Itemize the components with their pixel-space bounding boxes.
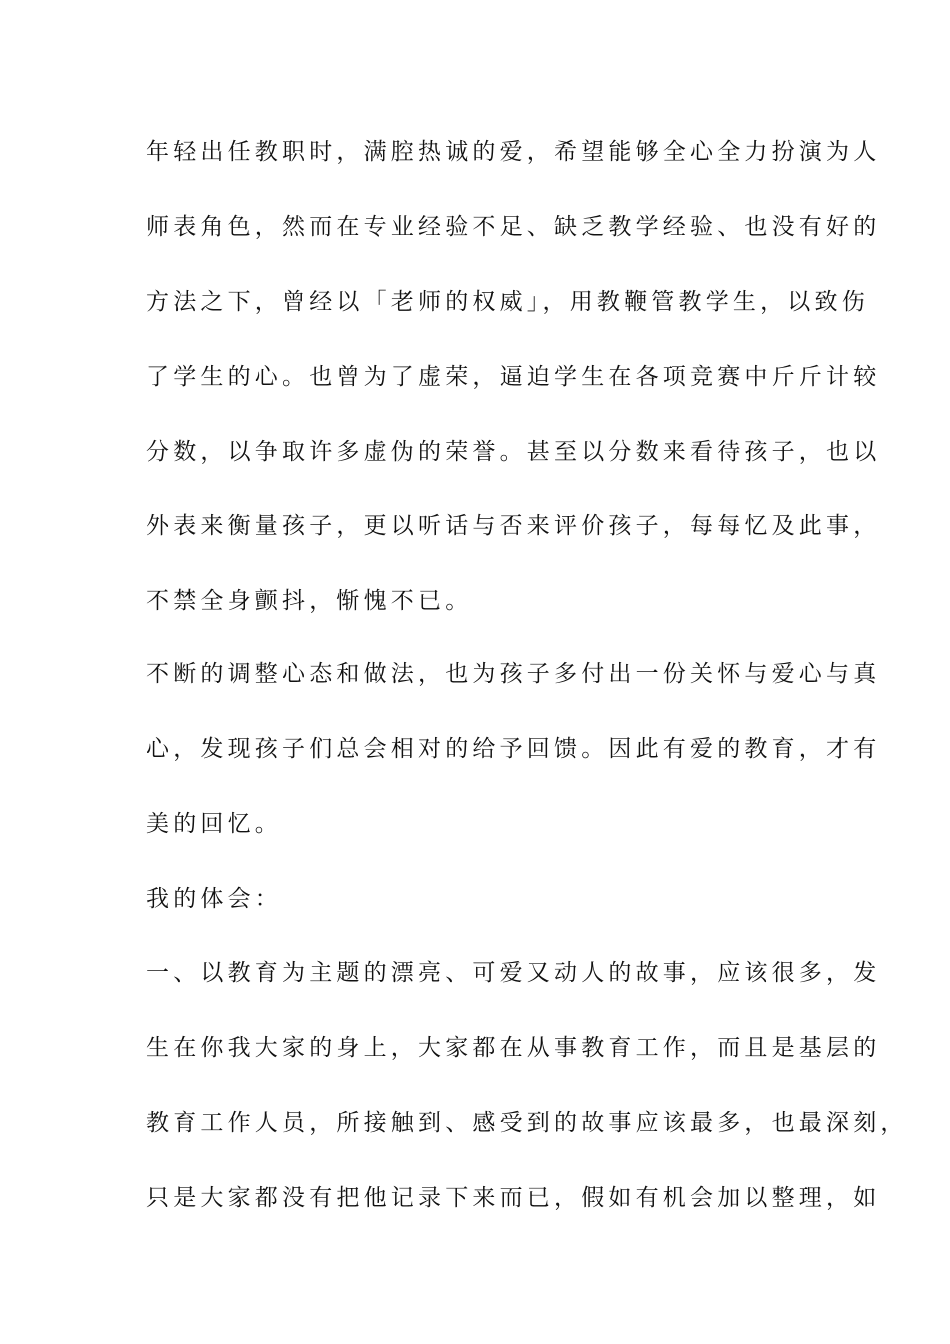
- text-line: 不禁全身颤抖，惭愧不已。: [146, 588, 473, 614]
- text-line: 心，发现孩子们总会相对的给予回馈。因此有爱的教育，才有: [146, 736, 881, 762]
- text-line: 了学生的心。也曾为了虚荣，逼迫学生在各项竞赛中斤斤计较: [146, 364, 881, 390]
- text-line: 不断的调整心态和做法，也为孩子多付出一份关怀与爱心与真: [146, 661, 881, 687]
- text-line: 方法之下，曾经以「老师的权威」，用教鞭管教学生，以致伤: [146, 289, 869, 315]
- section-heading: 我的体会：: [146, 886, 282, 912]
- text-line: 师表角色，然而在专业经验不足、缺乏教学经验、也没有好的: [146, 214, 881, 240]
- text-line: 年轻出任教职时，满腔热诚的爱，希望能够全心全力扮演为人: [146, 139, 881, 165]
- text-line: 教育工作人员，所接触到、感受到的故事应该最多，也最深刻，: [146, 1110, 908, 1136]
- text-line: 一、以教育为主题的漂亮、可爱又动人的故事，应该很多，发: [146, 960, 881, 986]
- text-line: 只是大家都没有把他记录下来而已，假如有机会加以整理，如: [146, 1185, 881, 1211]
- text-line: 分数，以争取许多虚伪的荣誉。甚至以分数来看待孩子，也以: [146, 439, 881, 465]
- text-line: 美的回忆。: [146, 811, 282, 837]
- text-line: 生在你我大家的身上，大家都在从事教育工作，而且是基层的: [146, 1035, 881, 1061]
- text-line: 外表来衡量孩子，更以听话与否来评价孩子，每每忆及此事，: [146, 513, 881, 539]
